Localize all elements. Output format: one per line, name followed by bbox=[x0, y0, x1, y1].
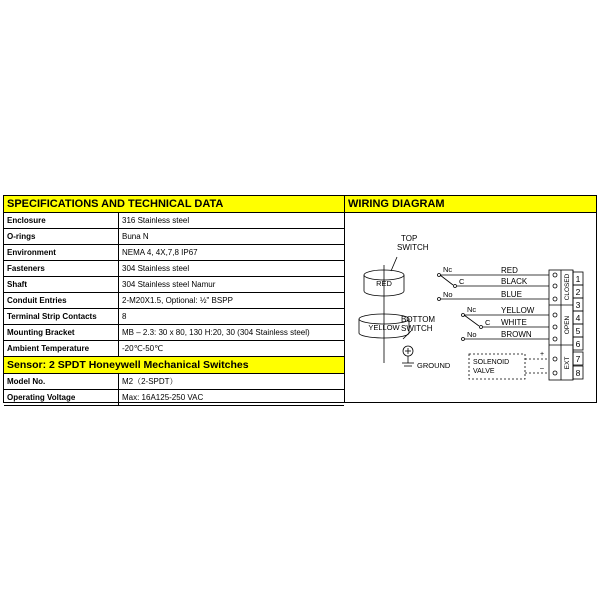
wiring-diagram bbox=[345, 213, 596, 402]
top-switch-arm bbox=[440, 275, 453, 285]
terminal-6: 6 bbox=[575, 339, 581, 349]
spec-label: Enclosure bbox=[4, 213, 119, 229]
wire-label-yellow: YELLOW bbox=[501, 306, 535, 315]
bottom-no-label: No bbox=[467, 330, 477, 339]
spec-value: 304 Stainless steel bbox=[119, 261, 345, 277]
terminal-5: 5 bbox=[575, 326, 581, 336]
top-nc-label: Nc bbox=[443, 265, 453, 274]
solenoid-plus: + bbox=[540, 351, 545, 358]
terminal-4: 4 bbox=[575, 313, 581, 323]
spec-value: -20℃-50℃ bbox=[119, 341, 345, 357]
spec-value: M2（2-SPDT） bbox=[119, 374, 345, 390]
spec-label: Mounting Bracket bbox=[4, 325, 119, 341]
solenoid-label-line1: SOLENOID bbox=[473, 359, 510, 366]
spec-row-ambient-temperature bbox=[4, 341, 344, 357]
specifications-table bbox=[4, 213, 344, 357]
top-no-contact bbox=[438, 298, 441, 301]
spec-label: O-rings bbox=[4, 229, 119, 245]
specifications-header: SPECIFICATIONS AND TECHNICAL DATA bbox=[4, 196, 344, 213]
spec-value: 316 Stainless steel bbox=[119, 213, 345, 229]
spec-row-fasteners bbox=[4, 261, 344, 277]
spec-value: Max: 16A125-250 VAC bbox=[119, 390, 345, 406]
specifications-panel bbox=[4, 196, 345, 402]
sensor-header: Sensor: 2 SPDT Honeywell Mechanical Switches bbox=[4, 357, 344, 374]
solenoid-label-line2: VALVE bbox=[473, 368, 495, 375]
group-open-label: OPEN bbox=[564, 315, 571, 335]
bottom-switch-arm bbox=[464, 315, 479, 326]
spec-label: Ambient Temperature bbox=[4, 341, 119, 357]
wire-label-brown: BROWN bbox=[501, 330, 532, 339]
terminal-2: 2 bbox=[575, 287, 581, 297]
bottom-switch-label-line1: BOTTOM bbox=[401, 315, 436, 324]
spec-label: Operating Voltage bbox=[4, 390, 119, 406]
top-cam-label: RED bbox=[376, 279, 392, 288]
bottom-switch-label-line2: SWITCH bbox=[401, 324, 433, 333]
ground-label: GROUND bbox=[417, 361, 451, 370]
top-c-label: C bbox=[459, 277, 465, 286]
bottom-no-contact bbox=[462, 338, 465, 341]
spec-value: NEMA 4, 4X,7,8 IP67 bbox=[119, 245, 345, 261]
wiring-panel bbox=[345, 196, 596, 402]
wire-label-red: RED bbox=[501, 266, 518, 275]
top-c-contact bbox=[454, 285, 457, 288]
spec-row-o-rings bbox=[4, 229, 344, 245]
spec-row-shaft bbox=[4, 277, 344, 293]
spec-row-operating-voltage bbox=[4, 390, 344, 406]
wire-label-white: WHITE bbox=[501, 318, 527, 327]
solenoid-minus: – bbox=[540, 365, 544, 372]
bottom-c-contact bbox=[480, 326, 483, 329]
solenoid-box bbox=[469, 354, 525, 379]
terminal-3: 3 bbox=[575, 300, 581, 310]
spec-value: Buna N bbox=[119, 229, 345, 245]
spec-value: 2-M20X1.5, Optional: ½" BSPP bbox=[119, 293, 345, 309]
spec-row-mounting-bracket bbox=[4, 325, 344, 341]
wiring-header: WIRING DIAGRAM bbox=[345, 196, 596, 213]
wire-label-blue: BLUE bbox=[501, 290, 522, 299]
top-no-label: No bbox=[443, 290, 453, 299]
wire-label-black: BLACK bbox=[501, 277, 528, 286]
terminal-7: 7 bbox=[575, 354, 581, 364]
bottom-c-label: C bbox=[485, 318, 491, 327]
bottom-nc-label: Nc bbox=[467, 305, 477, 314]
spec-label: Terminal Strip Contacts bbox=[4, 309, 119, 325]
spec-label: Shaft bbox=[4, 277, 119, 293]
spec-row-environment bbox=[4, 245, 344, 261]
spec-value: 304 Stainless steel Namur bbox=[119, 277, 345, 293]
spec-label: Environment bbox=[4, 245, 119, 261]
group-closed-label: CLOSED bbox=[564, 273, 571, 301]
spec-label: Conduit Entries bbox=[4, 293, 119, 309]
spec-sheet bbox=[3, 195, 597, 403]
spec-value: 8 bbox=[119, 309, 345, 325]
spec-row-model-no bbox=[4, 374, 344, 390]
top-switch-label-line2: SWITCH bbox=[397, 243, 429, 252]
top-switch-pointer bbox=[391, 257, 397, 271]
terminal-1: 1 bbox=[575, 274, 581, 284]
bottom-cam-label: YELLOW bbox=[368, 323, 400, 332]
top-switch-label-line1: TOP bbox=[401, 234, 418, 243]
spec-label: Fasteners bbox=[4, 261, 119, 277]
sensor-table bbox=[4, 374, 344, 406]
spec-row-enclosure bbox=[4, 213, 344, 229]
spec-label: Model No. bbox=[4, 374, 119, 390]
spec-value: MB – 2.3: 30 x 80, 130 H:20, 30 (304 Stainless steel) bbox=[119, 325, 345, 341]
terminal-8: 8 bbox=[575, 368, 581, 378]
spec-row-terminal-strip-contacts bbox=[4, 309, 344, 325]
group-ext-label: EXT bbox=[564, 356, 571, 370]
spec-row-conduit-entries bbox=[4, 293, 344, 309]
